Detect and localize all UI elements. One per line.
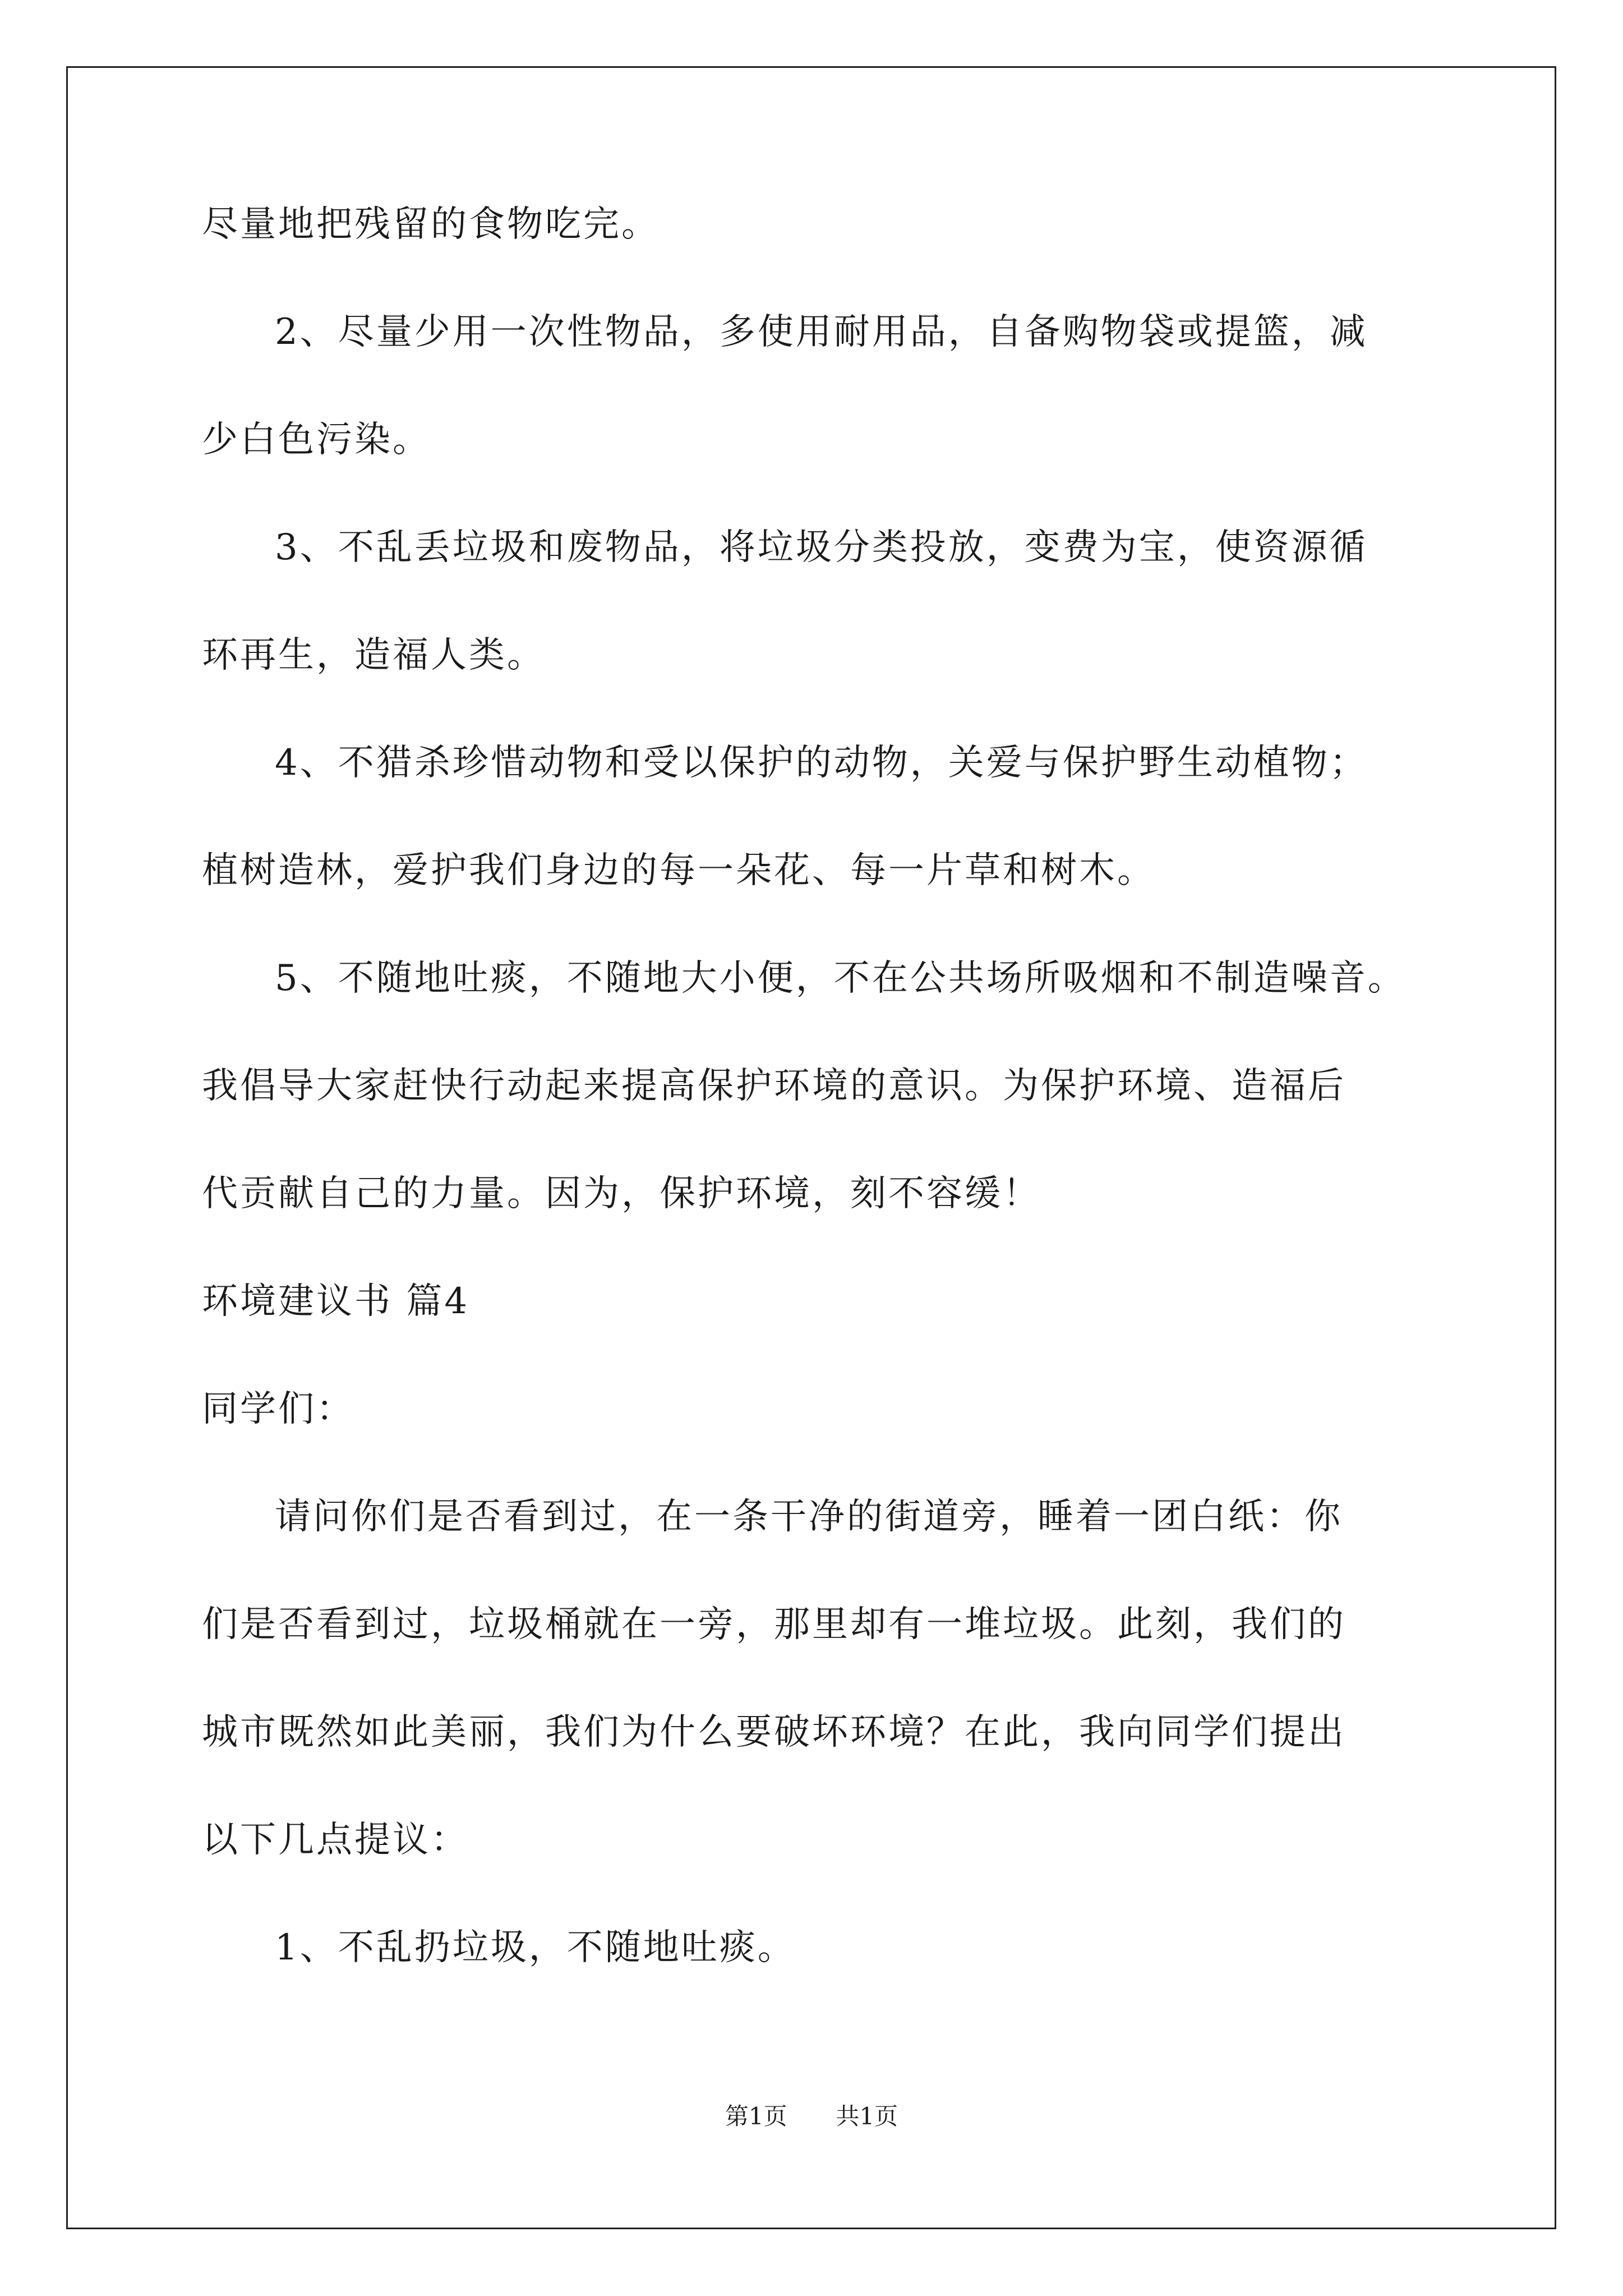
text-line: 以下几点提议： xyxy=(202,1819,469,1861)
text-line: 环再生，造福人类。 xyxy=(202,634,545,676)
text-line: 植树造林，爱护我们身边的每一朵花、每一片草和树木。 xyxy=(202,850,1155,891)
text-line: 1、不乱扔垃圾，不随地吐痰。 xyxy=(275,1927,796,1968)
page-number-current: 第1页 xyxy=(725,2102,787,2130)
text-line: 们是否看到过，垃圾桶就在一旁，那里却有一堆垃圾。此刻，我们的 xyxy=(202,1604,1346,1645)
text-line: 我倡导大家赶快行动起来提高保护环境的意识。为保护环境、造福后 xyxy=(202,1065,1346,1107)
text-line: 代贡献自己的力量。因为，保护环境，刻不容缓！ xyxy=(202,1173,1041,1214)
page-number-total: 共1页 xyxy=(836,2102,898,2130)
text-line: 5、不随地吐痰，不随地大小便，不在公共场所吸烟和不制造噪音。 xyxy=(275,958,1406,999)
page-border xyxy=(66,66,1556,2229)
text-line: 少白色污染。 xyxy=(202,419,431,461)
section-heading: 环境建议书 篇4 xyxy=(202,1281,470,1322)
text-line: 请问你们是否看到过，在一条干净的街道旁，睡着一团白纸：你 xyxy=(275,1496,1343,1538)
text-line: 城市既然如此美丽，我们为什么要破坏环境？在此，我向同学们提出 xyxy=(202,1711,1346,1753)
text-line: 2、尽量少用一次性物品，多使用耐用品，自备购物袋或提篮，减 xyxy=(275,311,1368,353)
page-footer xyxy=(0,2100,1623,2133)
salutation: 同学们： xyxy=(202,1388,354,1430)
text-line: 4、不猎杀珍惜动物和受以保护的动物，关爱与保护野生动植物； xyxy=(275,742,1368,784)
text-line: 尽量地把残留的食物吃完。 xyxy=(202,204,660,245)
text-line: 3、不乱丢垃圾和废物品，将垃圾分类投放，变费为宝，使资源循 xyxy=(275,527,1368,568)
